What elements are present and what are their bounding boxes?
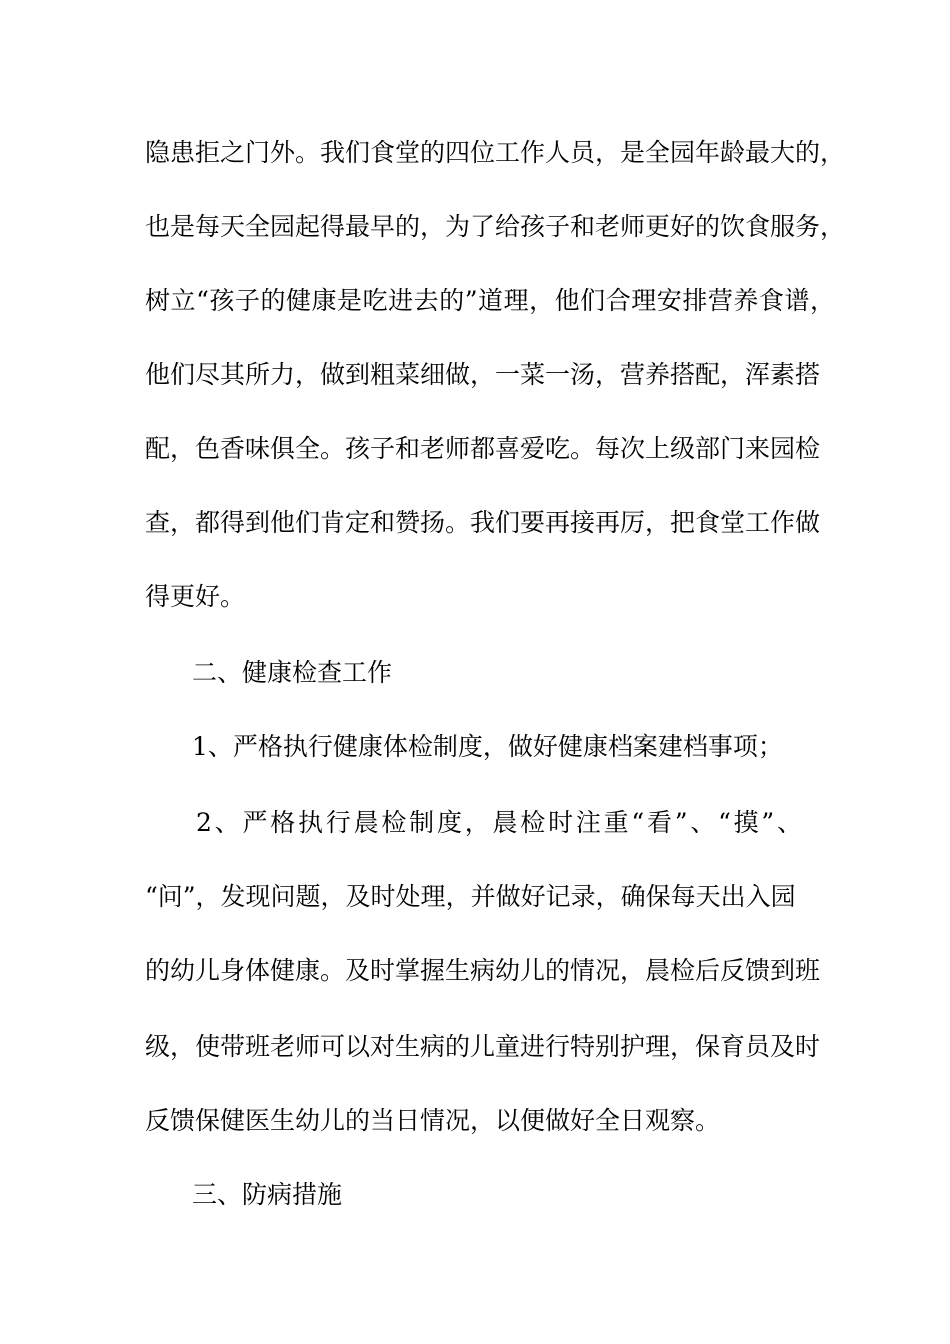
list-item-line: 2、严格执行晨检制度，晨检时注重“看”、“摸”、 bbox=[196, 808, 802, 837]
paragraph-line: 配，色香味俱全。孩子和老师都喜爱吃。每次上级部门来园检 bbox=[145, 434, 821, 463]
list-item-line: 级，使带班老师可以对生病的儿童进行特别护理，保育员及时 bbox=[145, 1032, 821, 1061]
list-item: 1、严格执行健康体检制度，做好健康档案建档事项； bbox=[192, 732, 783, 761]
paragraph-line: 也是每天全园起得最早的，为了给孩子和老师更好的饮食服务， bbox=[145, 212, 846, 241]
section-heading: 三、防病措施 bbox=[192, 1180, 343, 1209]
list-item-line: 反馈保健医生幼儿的当日情况，以便做好全日观察。 bbox=[145, 1106, 721, 1135]
paragraph-line: 他们尽其所力，做到粗菜细做，一菜一汤，营养搭配，浑素搭 bbox=[145, 360, 821, 389]
list-item-line: 的幼儿身体健康。及时掌握生病幼儿的情况，晨检后反馈到班 bbox=[145, 956, 821, 985]
list-item-line: “问”，发现问题，及时处理，并做好记录，确保每天出入园 bbox=[145, 882, 796, 911]
paragraph-line: 查，都得到他们肯定和赞扬。我们要再接再厉，把食堂工作做 bbox=[145, 508, 821, 537]
paragraph-line: 隐患拒之门外。我们食堂的四位工作人员，是全园年龄最大的， bbox=[145, 138, 846, 167]
paragraph-line: 树立“孩子的健康是吃进去的”道理，他们合理安排营养食谱， bbox=[145, 286, 835, 315]
paragraph-line: 得更好。 bbox=[145, 582, 246, 611]
section-heading: 二、健康检查工作 bbox=[192, 658, 393, 687]
